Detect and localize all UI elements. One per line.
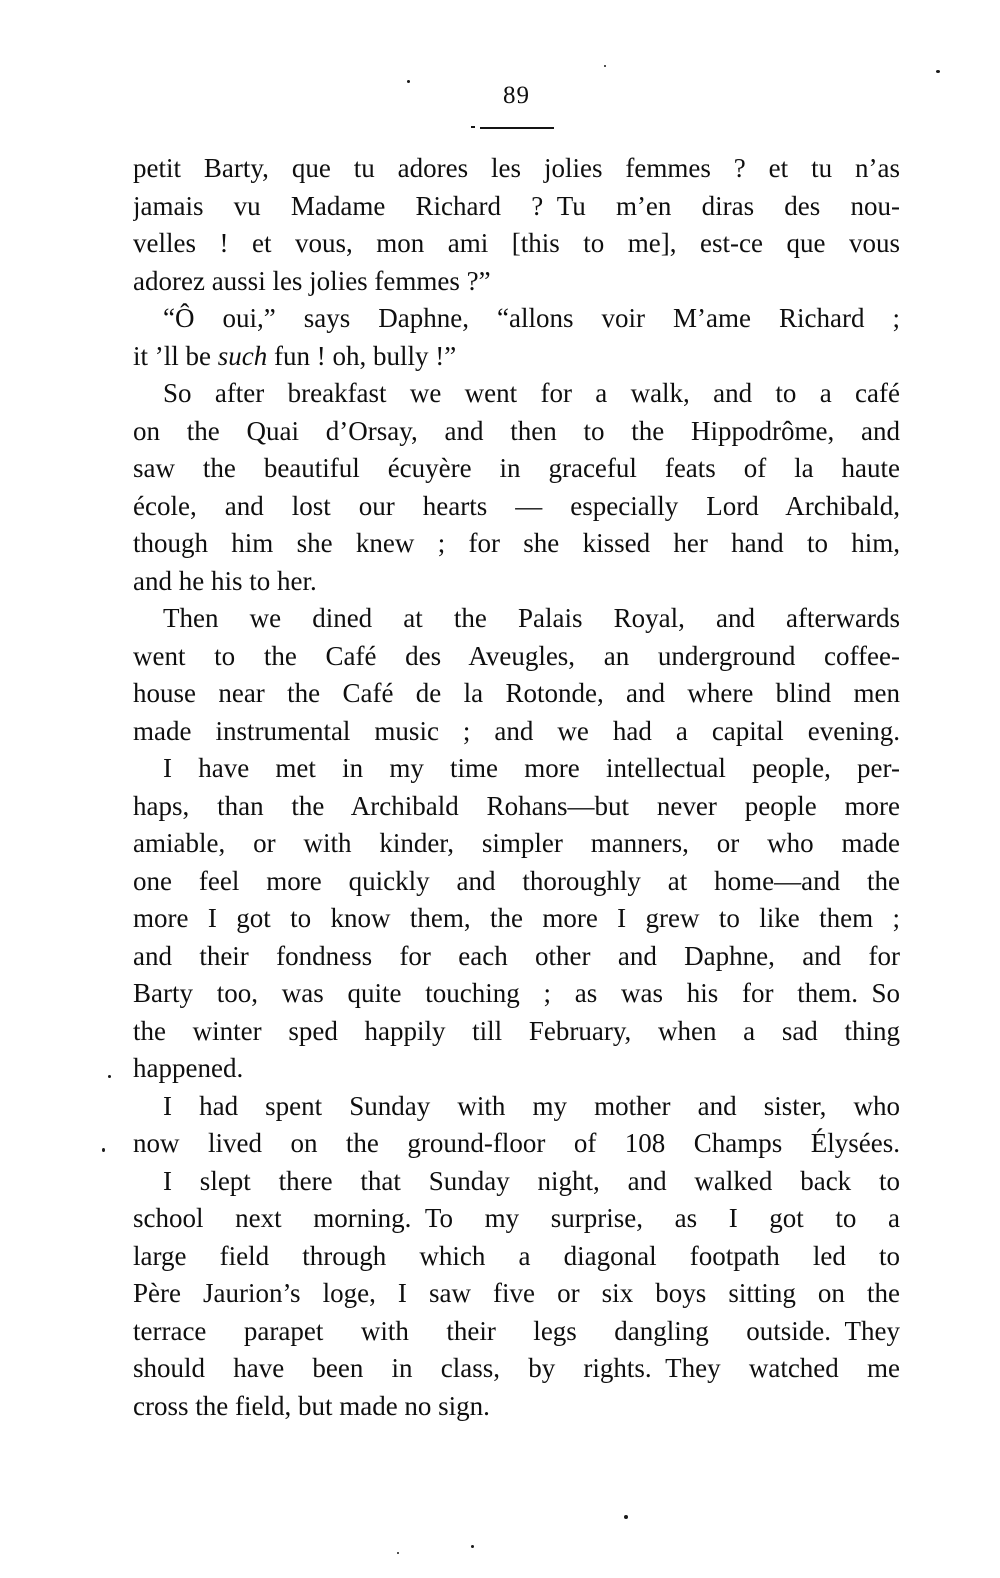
text-line xyxy=(133,338,900,376)
text-line: terrace parapet with their legs dangling outside. They xyxy=(133,1315,900,1346)
text-line: made instrumental music ; and we had a capital evening. xyxy=(133,715,900,746)
paragraph xyxy=(133,600,900,750)
text-line: on the Quai d’Orsay, and then to the Hippodrôme, and xyxy=(133,415,900,446)
text-line: So after breakfast we went for a walk, and to a café xyxy=(163,378,900,408)
text-line: I slept there that Sunday night, and walked back to xyxy=(163,1165,900,1196)
scan-artifact-dot xyxy=(102,1148,105,1152)
text-line: school next morning. To my surprise, as I got to a xyxy=(133,1203,900,1233)
paragraph xyxy=(133,150,900,300)
text-line: Then we dined at the Palais Royal, and afterwards xyxy=(163,603,900,633)
text-line: adorez aussi les jolies femmes ?” xyxy=(133,265,491,296)
text-segment: fun ! oh, bully !” xyxy=(267,340,457,371)
scan-artifact-dot xyxy=(471,1545,474,1548)
scan-artifact-dot xyxy=(936,70,940,73)
text-line: one feel more quickly and thoroughly at home—and the xyxy=(133,865,900,896)
text-line: petit Barty, que tu adores les jolies femmes ? et tu n’as xyxy=(133,153,900,183)
text-line: now lived on the ground-floor of 108 Champs Élysées. xyxy=(133,1128,900,1158)
text-block xyxy=(133,150,900,1425)
text-segment: it ’ll be xyxy=(133,340,218,371)
text-line: jamais vu Madame Richard ? Tu m’en diras des nou- xyxy=(133,190,900,221)
text-line: large field through which a diagonal footpath led to xyxy=(133,1240,900,1271)
text-line: Père Jaurion’s loge, I saw five or six boys sitting on the xyxy=(133,1278,900,1308)
scan-artifact-dot xyxy=(108,1075,111,1078)
text-line: I have met in my time more intellectual people, per- xyxy=(163,753,900,783)
text-line: the winter sped happily till February, when a sad thing xyxy=(133,1015,900,1046)
page-number-rule xyxy=(480,127,554,129)
text-line: “Ô oui,” says Daphne, “allons voir M’ame Richard ; xyxy=(163,303,900,333)
text-line: and their fondness for each other and Daphne, and for xyxy=(133,940,900,971)
page-number: 89 xyxy=(503,82,530,109)
scan-artifact-dot xyxy=(604,65,606,67)
italic-text: such xyxy=(217,340,268,371)
text-line: amiable, or with kinder, simpler manners, or who made xyxy=(133,828,900,858)
text-line: école, and lost our hearts — especially Lord Archibald, xyxy=(133,490,900,521)
text-line: though him she knew ; for she kissed her hand to him, xyxy=(133,528,900,558)
text-line: more I got to know them, the more I grew to like them ; xyxy=(133,903,900,933)
text-line: happened. xyxy=(133,1053,244,1083)
text-line: house near the Café de la Rotonde, and where blind men xyxy=(133,678,900,708)
paragraph xyxy=(133,300,900,375)
scan-artifact-dot xyxy=(397,1552,399,1554)
text-line: should have been in class, by rights. They watched me xyxy=(133,1353,900,1383)
text-line: and he his to her. xyxy=(133,565,317,596)
scan-artifact-dot xyxy=(624,1515,628,1519)
text-line: cross the field, but made no sign. xyxy=(133,1390,490,1421)
paragraph xyxy=(133,1088,900,1163)
page-number-rule-dot xyxy=(471,126,475,128)
paragraph xyxy=(133,375,900,600)
text-line: went to the Café des Aveugles, an underground coffee- xyxy=(133,640,900,671)
text-line: haps, than the Archibald Rohans—but never people more xyxy=(133,790,900,821)
text-line: saw the beautiful écuyère in graceful feats of la haute xyxy=(133,453,900,483)
scan-artifact-dot xyxy=(407,80,410,83)
text-line: I had spent Sunday with my mother and sister, who xyxy=(163,1090,900,1121)
text-line: velles ! et vous, mon ami [this to me], est-ce que vous xyxy=(133,228,900,258)
text-line: Barty too, was quite touching ; as was his for them. So xyxy=(133,978,900,1008)
page-header xyxy=(133,82,900,110)
paragraph xyxy=(133,750,900,1088)
paragraph xyxy=(133,1163,900,1426)
